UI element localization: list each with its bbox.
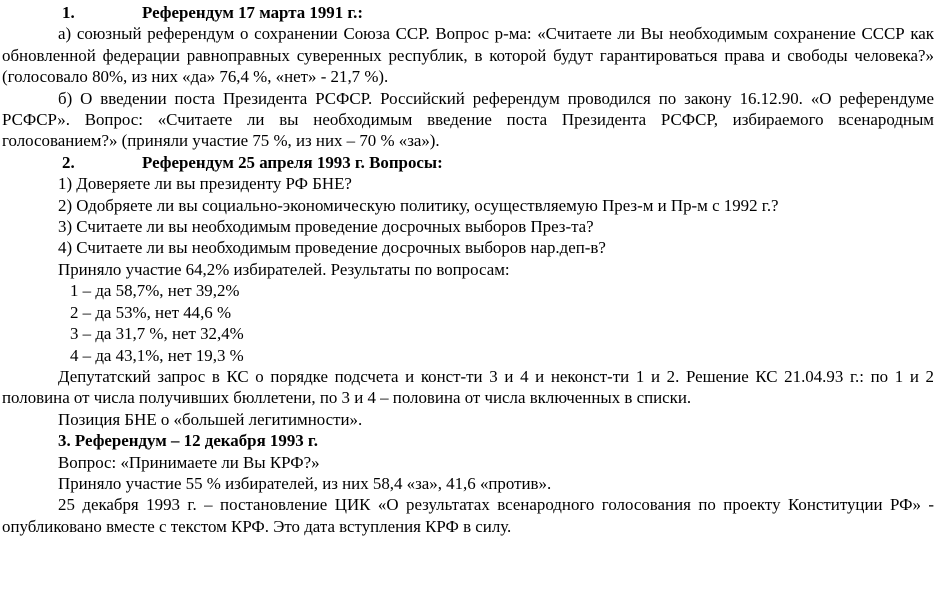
section-2-heading — [2, 152, 934, 173]
result-4: 4 – да 43,1%, нет 19,3 % — [70, 345, 244, 365]
section-1-paragraph-b: б) О введении поста Президента РСФСР. Российский референдум проводился по закону 16.12.90. «О референдуме РСФСР». Вопрос: «Считаете ли вы необходимым введение поста Президента РСФСР, избираемого всенародным голосованием?» (приняли участие 75 %, из них – 70 % «за»). — [2, 88, 934, 151]
result-3: 3 – да 31,7 %, нет 32,4% — [70, 324, 244, 344]
constitutional-court-paragraph: Депутатский запрос в КС о порядке подсчета и конст-ти 3 и 4 и неконст-ти 1 и 2. Решение КС 21.04.93 г.: по 1 и 2 половина от числа получивших бюллетени, по 3 и 4 – половина от числа включенных в списки. — [2, 366, 934, 408]
question-4: 4) Считаете ли вы необходимым проведение досрочных выборов нар.деп-в? — [58, 238, 606, 258]
section-3-turnout: Приняло участие 55 % избирателей, из них 58,4 «за», 41,6 «против». — [58, 473, 552, 493]
section-2-number: 2. — [62, 152, 75, 172]
result-1: 1 – да 58,7%, нет 39,2% — [70, 281, 240, 301]
section-3-decree: 25 декабря 1993 г. – постановление ЦИК «О результатах всенародного голосования по проекту Конституции РФ» - опубликовано вместе с текстом КРФ. Это дата вступления КРФ в силу. — [2, 495, 934, 536]
result-2: 2 – да 53%, нет 44,6 % — [70, 302, 232, 322]
section-3-heading: 3. Референдум – 12 декабря 1993 г. — [58, 431, 318, 451]
question-3: 3) Считаете ли вы необходимым проведение досрочных выборов През-та? — [58, 217, 594, 237]
section-1-number: 1. — [62, 3, 75, 22]
section-1-paragraph-a: а) союзный референдум о сохранении Союза ССР. Вопрос р-ма: «Считаете ли Вы необходимым сохранение СССР как обновленной федерации равноправных суверенных республик, в которой будут гарантироваться права и свободы человека?» (голосовало 80%, из них «да» 76,4 %, «нет» - 21,7 %). — [2, 24, 934, 87]
question-2: 2) Одобряете ли вы социально-экономическую политику, осуществляемую През-м и Пр-м с 1992 г.? — [58, 195, 779, 215]
question-1: 1) Доверяете ли вы президенту РФ БНЕ? — [58, 174, 352, 194]
position-paragraph: Позиция БНЕ о «большей легитимности». — [58, 409, 363, 429]
section-3-question: Вопрос: «Принимаете ли Вы КРФ?» — [58, 452, 320, 472]
section-1-heading — [2, 2, 934, 23]
section-2-turnout: Приняло участие 64,2% избирателей. Результаты по вопросам: — [58, 259, 510, 279]
section-1-title: Референдум 17 марта 1991 г.: — [142, 3, 364, 22]
section-2-title: Референдум 25 апреля 1993 г. Вопросы: — [142, 152, 443, 172]
